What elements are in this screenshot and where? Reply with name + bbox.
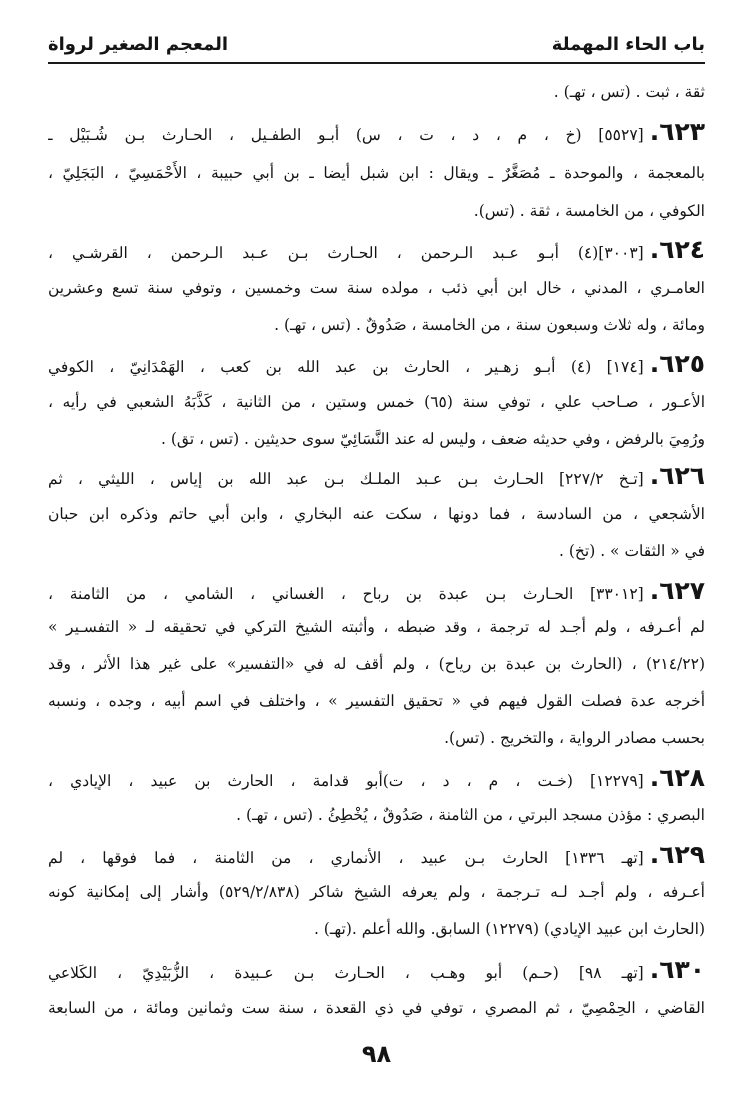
line-text: [٣٣٠١٢] الحـارث بـن عبدة بن رباح ، الغساني ، الشامي ، من الثامنة ، — [48, 585, 644, 603]
entry-text-line — [48, 652, 705, 678]
entry-heading-line — [48, 766, 705, 792]
running-header — [48, 28, 705, 60]
entry-text-line — [48, 161, 705, 187]
line-text: أخرجه عدة فصلت القول فيهم في « تحقيق التفسير » ، واختلف في اسم أبيه ، وجده ، ونسبه — [48, 692, 705, 710]
entry-number: ٦٢٨. — [649, 766, 705, 792]
entry-number: ٦٢٣. — [649, 120, 705, 146]
line-text: ومائة ، وله ثلاث وسبعون سنة ، من الخامسة ، صَدُوقٌ . (تس ، تهـ) . — [274, 316, 705, 334]
entry-heading-line — [48, 464, 705, 490]
line-text: البصري : مؤذن مسجد البرتي ، من الثامنة ، صَدُوقٌ ، يُخْطِئُ . (تس ، تهـ) . — [236, 806, 705, 824]
entry-heading-line — [48, 843, 705, 869]
entry-number: ٦٢٩. — [649, 843, 705, 869]
header-divider — [48, 62, 705, 64]
entry-text-line — [48, 880, 705, 906]
entry-heading-line — [48, 238, 705, 264]
line-text: بحسب مصادر الرواية ، والتخريج . (تس). — [444, 729, 705, 747]
entry-text-line — [48, 615, 705, 641]
entry-text-line — [48, 313, 705, 339]
entry-text-line — [48, 996, 705, 1022]
entry-text-line — [48, 276, 705, 302]
entry-text-line — [48, 539, 705, 565]
line-text: الكوفي ، من الخامسة ، ثقة . (تس). — [473, 202, 705, 220]
chapter-title: باب الحاء المهملة — [551, 33, 705, 55]
line-text: أعـرفه ، ولم أجـد لـه تـرجمة ، ولم يعرفه الشيخ شاكر (٥٢٩/٢/٨٣٨) وأشار إلى إمكانية كونه — [48, 883, 705, 901]
line-text: لم أعـرفه ، ولم أجـد له ترجمة ، وقد ضبطه ، وأثبته الشيخ التركي في تحقيقه لـ « التفسـير » — [48, 618, 705, 636]
line-text: الأعـور ، صـاحب علي ، توفي سنة (٦٥) خمس وستين ، من الثانية ، كَذَّبَهُ الشعبي في رأيه ، — [48, 393, 705, 411]
entry-heading-line — [48, 120, 705, 146]
line-text: [١٢٢٧٩] (خـت ، م ، د ، ت)أبو قدامة ، الحارث بن عبيد ، الإيادي ، — [48, 772, 644, 790]
entry-number: ٦٢٦. — [649, 464, 705, 490]
line-text: ورُمِيَ بالرفض ، وفي حديثه ضعف ، وليس له عند النَّسَائِيّ سوى حديثين . (تس ، تق) . — [161, 430, 705, 448]
entry-text-line — [48, 689, 705, 715]
book-title: المعجم الصغير لرواة — [48, 33, 229, 55]
entry-number: ٦٢٥. — [649, 352, 705, 378]
line-text: [٥٥٢٧] (خ ، م ، د ، ت ، س) أبـو الطفـيل ، الحـارث بـن شُـبَيْل ـ — [48, 126, 644, 144]
entry-text-line — [48, 917, 705, 943]
entry-heading-line — [48, 958, 705, 984]
entry-number: ٦٢٧. — [649, 579, 705, 605]
entry-text-line — [48, 390, 705, 416]
line-text: [تهـ ٩٨] (حـم) أبو وهـب ، الحـارث بـن عـبيدة ، الزُّبَيْدِيّ ، الكَلاعي — [48, 964, 644, 982]
entry-number: ٦٣٠. — [649, 958, 705, 984]
line-text: الأشجعي ، من السادسة ، فما دونها ، سكت عنه البخاري ، وابن أبي حاتم وذكره ابن حبان — [48, 505, 705, 523]
entry-heading-line — [48, 352, 705, 378]
line-text: بالمعجمة ، والموحدة ـ مُصَغَّرٌ ـ ويقال : ابن شبل أيضا ـ بن أبي حبيبة ، الأَحْمَسِيّ ، البَجَلِيّ ، — [48, 164, 705, 182]
page-number: ٩٨ — [361, 1040, 392, 1068]
line-text: في « الثقات » . (تخ) . — [559, 542, 705, 560]
line-text: العامـري ، المدني ، خال ابن أبي ذئب ، مولده سنة ست وخمسين ، وتوفي سنة تسع وعشرين — [48, 279, 705, 297]
entry-text-line — [48, 502, 705, 528]
entry-heading-line — [48, 579, 705, 605]
entry-text-line — [48, 199, 705, 225]
line-text: [تهـ ١٣٣٦] الحارث بـن عبيد ، الأنماري ، من الثامنة ، فما فوقها ، لم — [48, 849, 644, 867]
line-text: (الحارث ابن عبيد الإيادي) (١٢٢٧٩) السابق. والله أعلم .(تهـ) . — [313, 920, 705, 938]
entry-text-line — [48, 803, 705, 829]
entry-text-line — [48, 80, 705, 106]
entry-text-line — [48, 726, 705, 752]
line-text: [١٧٤] (٤) أبـو زهـير ، الحارث بن عبد الله بن كعب ، الهَمْدَانِيّ ، الكوفي — [48, 358, 644, 376]
entry-text-line — [48, 427, 705, 453]
line-text: ثقة ، ثبت . (تس ، تهـ) . — [553, 83, 705, 101]
line-text: [تـخ ٢٢٧/٢] الحـارث بـن عـبد الملـك بـن عبد الله بن إياس ، الليثي ، ثم — [48, 470, 644, 488]
line-text: [٣٠٠٣](٤) أبـو عـبد الـرحمن ، الحـارث بـن عـبد الـرحمن ، القرشـي ، — [48, 244, 644, 262]
line-text: القاضي ، الحِمْصِيّ ، ثم المصري ، توفي في ذي القعدة ، سنة ست وثمانين ومائة ، من السابعة — [48, 999, 705, 1017]
entry-number: ٦٢٤. — [649, 238, 705, 264]
line-text: (٢١٤/٢٢) ، (الحارث بن عبدة بن رياح) ، ولم أقف له في «التفسير» على غير هذا الأثر ، وقد — [48, 655, 705, 673]
